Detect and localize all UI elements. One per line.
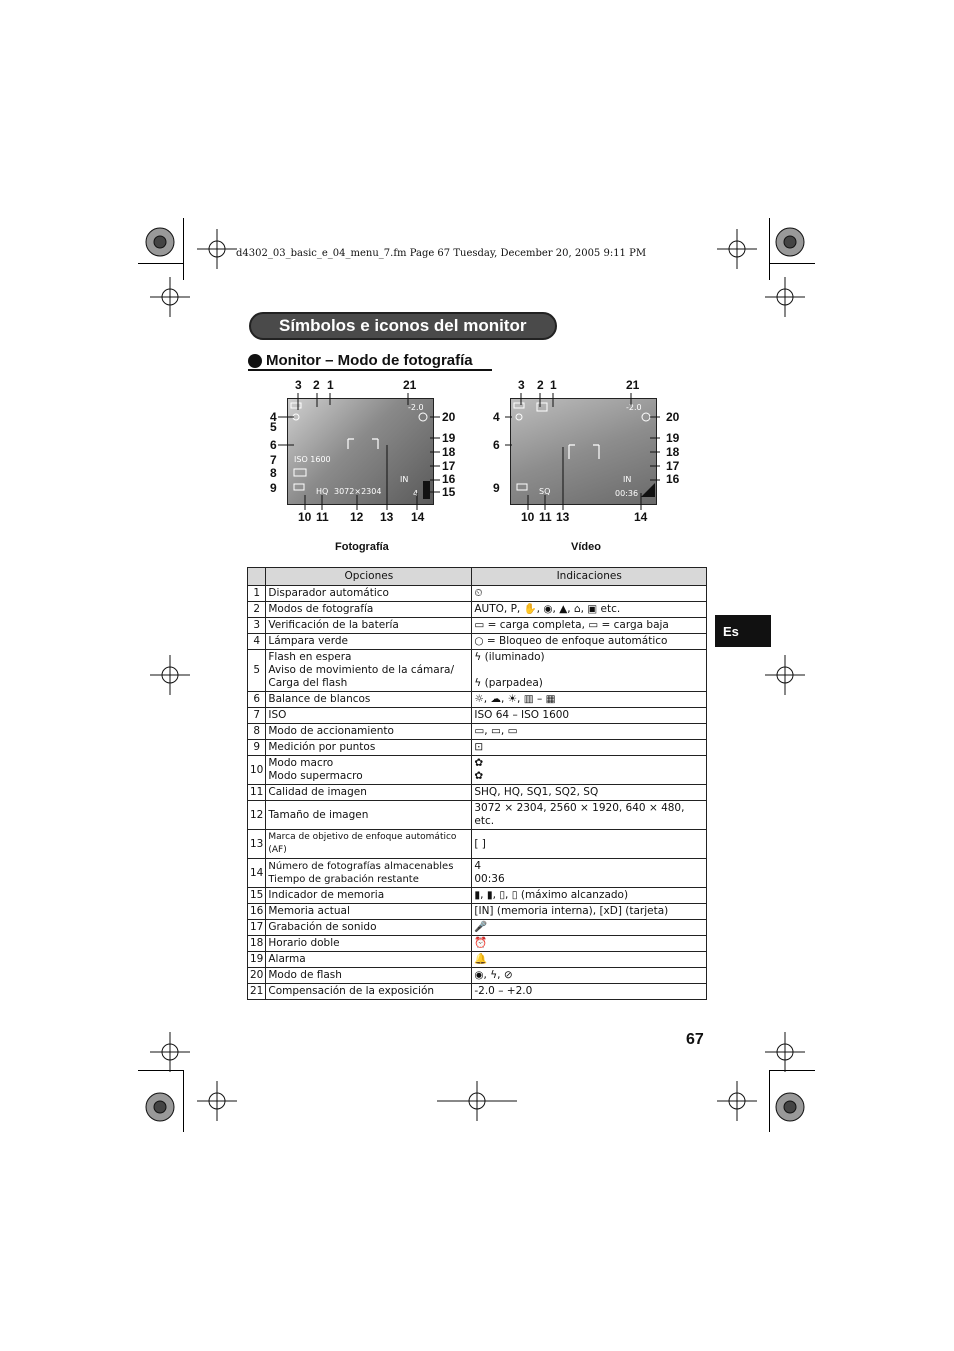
row-option: Alarma bbox=[266, 952, 472, 968]
language-tab: Es bbox=[715, 615, 771, 647]
row-indication: ✿ ✿ bbox=[472, 756, 707, 785]
row-option: Calidad de imagen bbox=[266, 785, 472, 801]
table-row bbox=[248, 984, 707, 1000]
row-option: Modos de fotografía bbox=[266, 602, 472, 618]
callout-2: 2 bbox=[313, 378, 320, 392]
row-option: Marca de objetivo de enfoque automático (AF) bbox=[266, 830, 472, 859]
video-callout-6: 6 bbox=[493, 438, 500, 452]
video-callout-lines bbox=[500, 385, 690, 520]
row-option: Modo de flash bbox=[266, 968, 472, 984]
table-row bbox=[248, 692, 707, 708]
table-row bbox=[248, 859, 707, 888]
row-indication: ○ = Bloqueo de enfoque automático bbox=[472, 634, 707, 650]
row-option: Modo macro Modo supermacro bbox=[266, 756, 472, 785]
row-indication: -2.0 – +2.0 bbox=[472, 984, 707, 1000]
video-callout-11: 11 bbox=[539, 510, 552, 524]
video-callout-10: 10 bbox=[521, 510, 535, 524]
row-indication: 3072 × 2304, 2560 × 1920, 640 × 480, etc. bbox=[472, 801, 707, 830]
row-option: Modo de accionamiento bbox=[266, 724, 472, 740]
row-number: 9 bbox=[248, 740, 266, 756]
row-indication: ϟ (iluminado) ϟ (parpadea) bbox=[472, 650, 707, 692]
row-indication: [IN] (memoria interna), [xD] (tarjeta) bbox=[472, 904, 707, 920]
callout-12: 12 bbox=[350, 510, 364, 524]
row-option: ISO bbox=[266, 708, 472, 724]
row-option: Disparador automático bbox=[266, 586, 472, 602]
row-indication: 🎤 bbox=[472, 920, 707, 936]
row-option: Tamaño de imagen bbox=[266, 801, 472, 830]
row-option: Verificación de la batería bbox=[266, 618, 472, 634]
row-number: 14 bbox=[248, 859, 266, 888]
callout-3: 3 bbox=[295, 378, 302, 392]
callout-6: 6 bbox=[270, 438, 277, 452]
row-option: Horario doble bbox=[266, 936, 472, 952]
row-option: Número de fotografías almacenables Tiempo de grabación restante bbox=[266, 859, 472, 888]
video-callout-14: 14 bbox=[634, 510, 648, 524]
callout-14: 14 bbox=[411, 510, 425, 524]
row-indication: ▮, ▮, ▯, ▯ (máximo alcanzado) bbox=[472, 888, 707, 904]
quality-readout: HQ bbox=[316, 487, 329, 496]
table-row bbox=[248, 650, 707, 692]
row-indication: ⏰ bbox=[472, 936, 707, 952]
callout-18: 18 bbox=[442, 445, 456, 459]
row-number: 20 bbox=[248, 968, 266, 984]
video-callout-2: 2 bbox=[537, 378, 544, 392]
row-indication: AUTO, P, ✋, ◉, ▲, ⌂, ▣ etc. bbox=[472, 602, 707, 618]
row-indication: SHQ, HQ, SQ1, SQ2, SQ bbox=[472, 785, 707, 801]
row-indication: ☼, ☁, ☀, ▥ – ▦ bbox=[472, 692, 707, 708]
table-row bbox=[248, 586, 707, 602]
callout-11: 11 bbox=[316, 510, 329, 524]
row-number: 4 bbox=[248, 634, 266, 650]
row-indication: ⏲ bbox=[472, 586, 707, 602]
row-number: 3 bbox=[248, 618, 266, 634]
table-row bbox=[248, 904, 707, 920]
row-indication: ◉, ϟ, ⊘ bbox=[472, 968, 707, 984]
row-number: 21 bbox=[248, 984, 266, 1000]
video-callout-9: 9 bbox=[493, 481, 500, 495]
row-indication: 🔔 bbox=[472, 952, 707, 968]
photo-callout-lines bbox=[260, 385, 470, 520]
row-number: 17 bbox=[248, 920, 266, 936]
row-number: 10 bbox=[248, 756, 266, 785]
table-row bbox=[248, 952, 707, 968]
table-header-row bbox=[248, 568, 707, 586]
row-option: Grabación de sonido bbox=[266, 920, 472, 936]
table-row bbox=[248, 936, 707, 952]
row-indication: ⊡ bbox=[472, 740, 707, 756]
callout-7: 7 bbox=[270, 453, 277, 467]
callout-19: 19 bbox=[442, 431, 456, 445]
video-memory-readout: IN bbox=[623, 475, 632, 484]
table-header-num bbox=[248, 568, 266, 586]
video-caption: Vídeo bbox=[571, 541, 601, 553]
table-row bbox=[248, 602, 707, 618]
video-callout-21: 21 bbox=[626, 378, 640, 392]
video-callout-19: 19 bbox=[666, 431, 680, 445]
count-readout: 4 bbox=[413, 489, 419, 498]
row-number: 16 bbox=[248, 904, 266, 920]
callout-9: 9 bbox=[270, 481, 277, 495]
video-callout-18: 18 bbox=[666, 445, 680, 459]
callout-13: 13 bbox=[380, 510, 394, 524]
iso-readout: ISO 1600 bbox=[294, 455, 331, 464]
row-indication: ISO 64 – ISO 1600 bbox=[472, 708, 707, 724]
page-number: 67 bbox=[686, 1031, 704, 1048]
row-number: 12 bbox=[248, 801, 266, 830]
callout-16: 16 bbox=[442, 472, 456, 486]
section-underline bbox=[248, 369, 492, 371]
row-number: 2 bbox=[248, 602, 266, 618]
row-option: Balance de blancos bbox=[266, 692, 472, 708]
callout-20: 20 bbox=[442, 410, 456, 424]
memory-readout: IN bbox=[400, 475, 409, 484]
callout-1: 1 bbox=[327, 378, 334, 392]
section-title: Monitor – Modo de fotografía bbox=[266, 352, 473, 369]
page-title: Símbolos e iconos del monitor bbox=[249, 312, 557, 340]
row-indication: [ ] bbox=[472, 830, 707, 859]
video-callout-16: 16 bbox=[666, 472, 680, 486]
row-number: 8 bbox=[248, 724, 266, 740]
ev-readout: -2.0 bbox=[408, 403, 424, 412]
options-table bbox=[247, 567, 707, 1000]
table-row bbox=[248, 634, 707, 650]
row-indication: ▭, ▭, ▭ bbox=[472, 724, 707, 740]
row-number: 6 bbox=[248, 692, 266, 708]
row-number: 5 bbox=[248, 650, 266, 692]
table-row bbox=[248, 920, 707, 936]
row-option: Compensación de la exposición bbox=[266, 984, 472, 1000]
row-indication: ▭ = carga completa, ▭ = carga baja bbox=[472, 618, 707, 634]
video-callout-3: 3 bbox=[518, 378, 525, 392]
table-header-indications: Indicaciones bbox=[472, 568, 707, 586]
callout-15: 15 bbox=[442, 485, 456, 499]
table-row bbox=[248, 724, 707, 740]
table-row bbox=[248, 801, 707, 830]
table-row bbox=[248, 830, 707, 859]
row-number: 7 bbox=[248, 708, 266, 724]
video-quality-readout: SQ bbox=[539, 487, 551, 496]
file-header: d4302_03_basic_e_04_menu_7.fm Page 67 Tuesday, December 20, 2005 9:11 PM bbox=[236, 248, 647, 259]
table-row bbox=[248, 756, 707, 785]
photo-caption: Fotografía bbox=[335, 541, 389, 553]
row-option: Medición por puntos bbox=[266, 740, 472, 756]
row-indication: 4 00:36 bbox=[472, 859, 707, 888]
table-row bbox=[248, 968, 707, 984]
video-callout-4: 4 bbox=[493, 410, 500, 424]
table-row bbox=[248, 708, 707, 724]
section-heading bbox=[248, 352, 473, 369]
video-time-readout: 00:36 bbox=[615, 489, 639, 498]
table-header-options: Opciones bbox=[266, 568, 472, 586]
row-number: 1 bbox=[248, 586, 266, 602]
video-callout-20: 20 bbox=[666, 410, 680, 424]
table-row bbox=[248, 785, 707, 801]
callout-5: 5 bbox=[270, 420, 277, 434]
callout-21: 21 bbox=[403, 378, 417, 392]
callout-4: 4 bbox=[270, 410, 277, 424]
resolution-readout: 3072×2304 bbox=[334, 487, 382, 496]
callout-10: 10 bbox=[298, 510, 312, 524]
row-number: 15 bbox=[248, 888, 266, 904]
row-option: Indicador de memoria bbox=[266, 888, 472, 904]
callout-17: 17 bbox=[442, 459, 456, 473]
row-number: 13 bbox=[248, 830, 266, 859]
video-callout-1: 1 bbox=[550, 378, 557, 392]
video-ev-readout: -2.0 bbox=[626, 403, 642, 412]
table-row bbox=[248, 618, 707, 634]
row-option: Lámpara verde bbox=[266, 634, 472, 650]
bullet-icon bbox=[248, 354, 262, 368]
row-number: 18 bbox=[248, 936, 266, 952]
row-option: Flash en espera Aviso de movimiento de la cámara/ Carga del flash bbox=[266, 650, 472, 692]
row-option: Memoria actual bbox=[266, 904, 472, 920]
table-row bbox=[248, 740, 707, 756]
video-callout-17: 17 bbox=[666, 459, 680, 473]
video-callout-13: 13 bbox=[556, 510, 570, 524]
table-row bbox=[248, 888, 707, 904]
callout-8: 8 bbox=[270, 466, 277, 480]
row-number: 19 bbox=[248, 952, 266, 968]
table-body bbox=[248, 586, 707, 1000]
row-number: 11 bbox=[248, 785, 266, 801]
